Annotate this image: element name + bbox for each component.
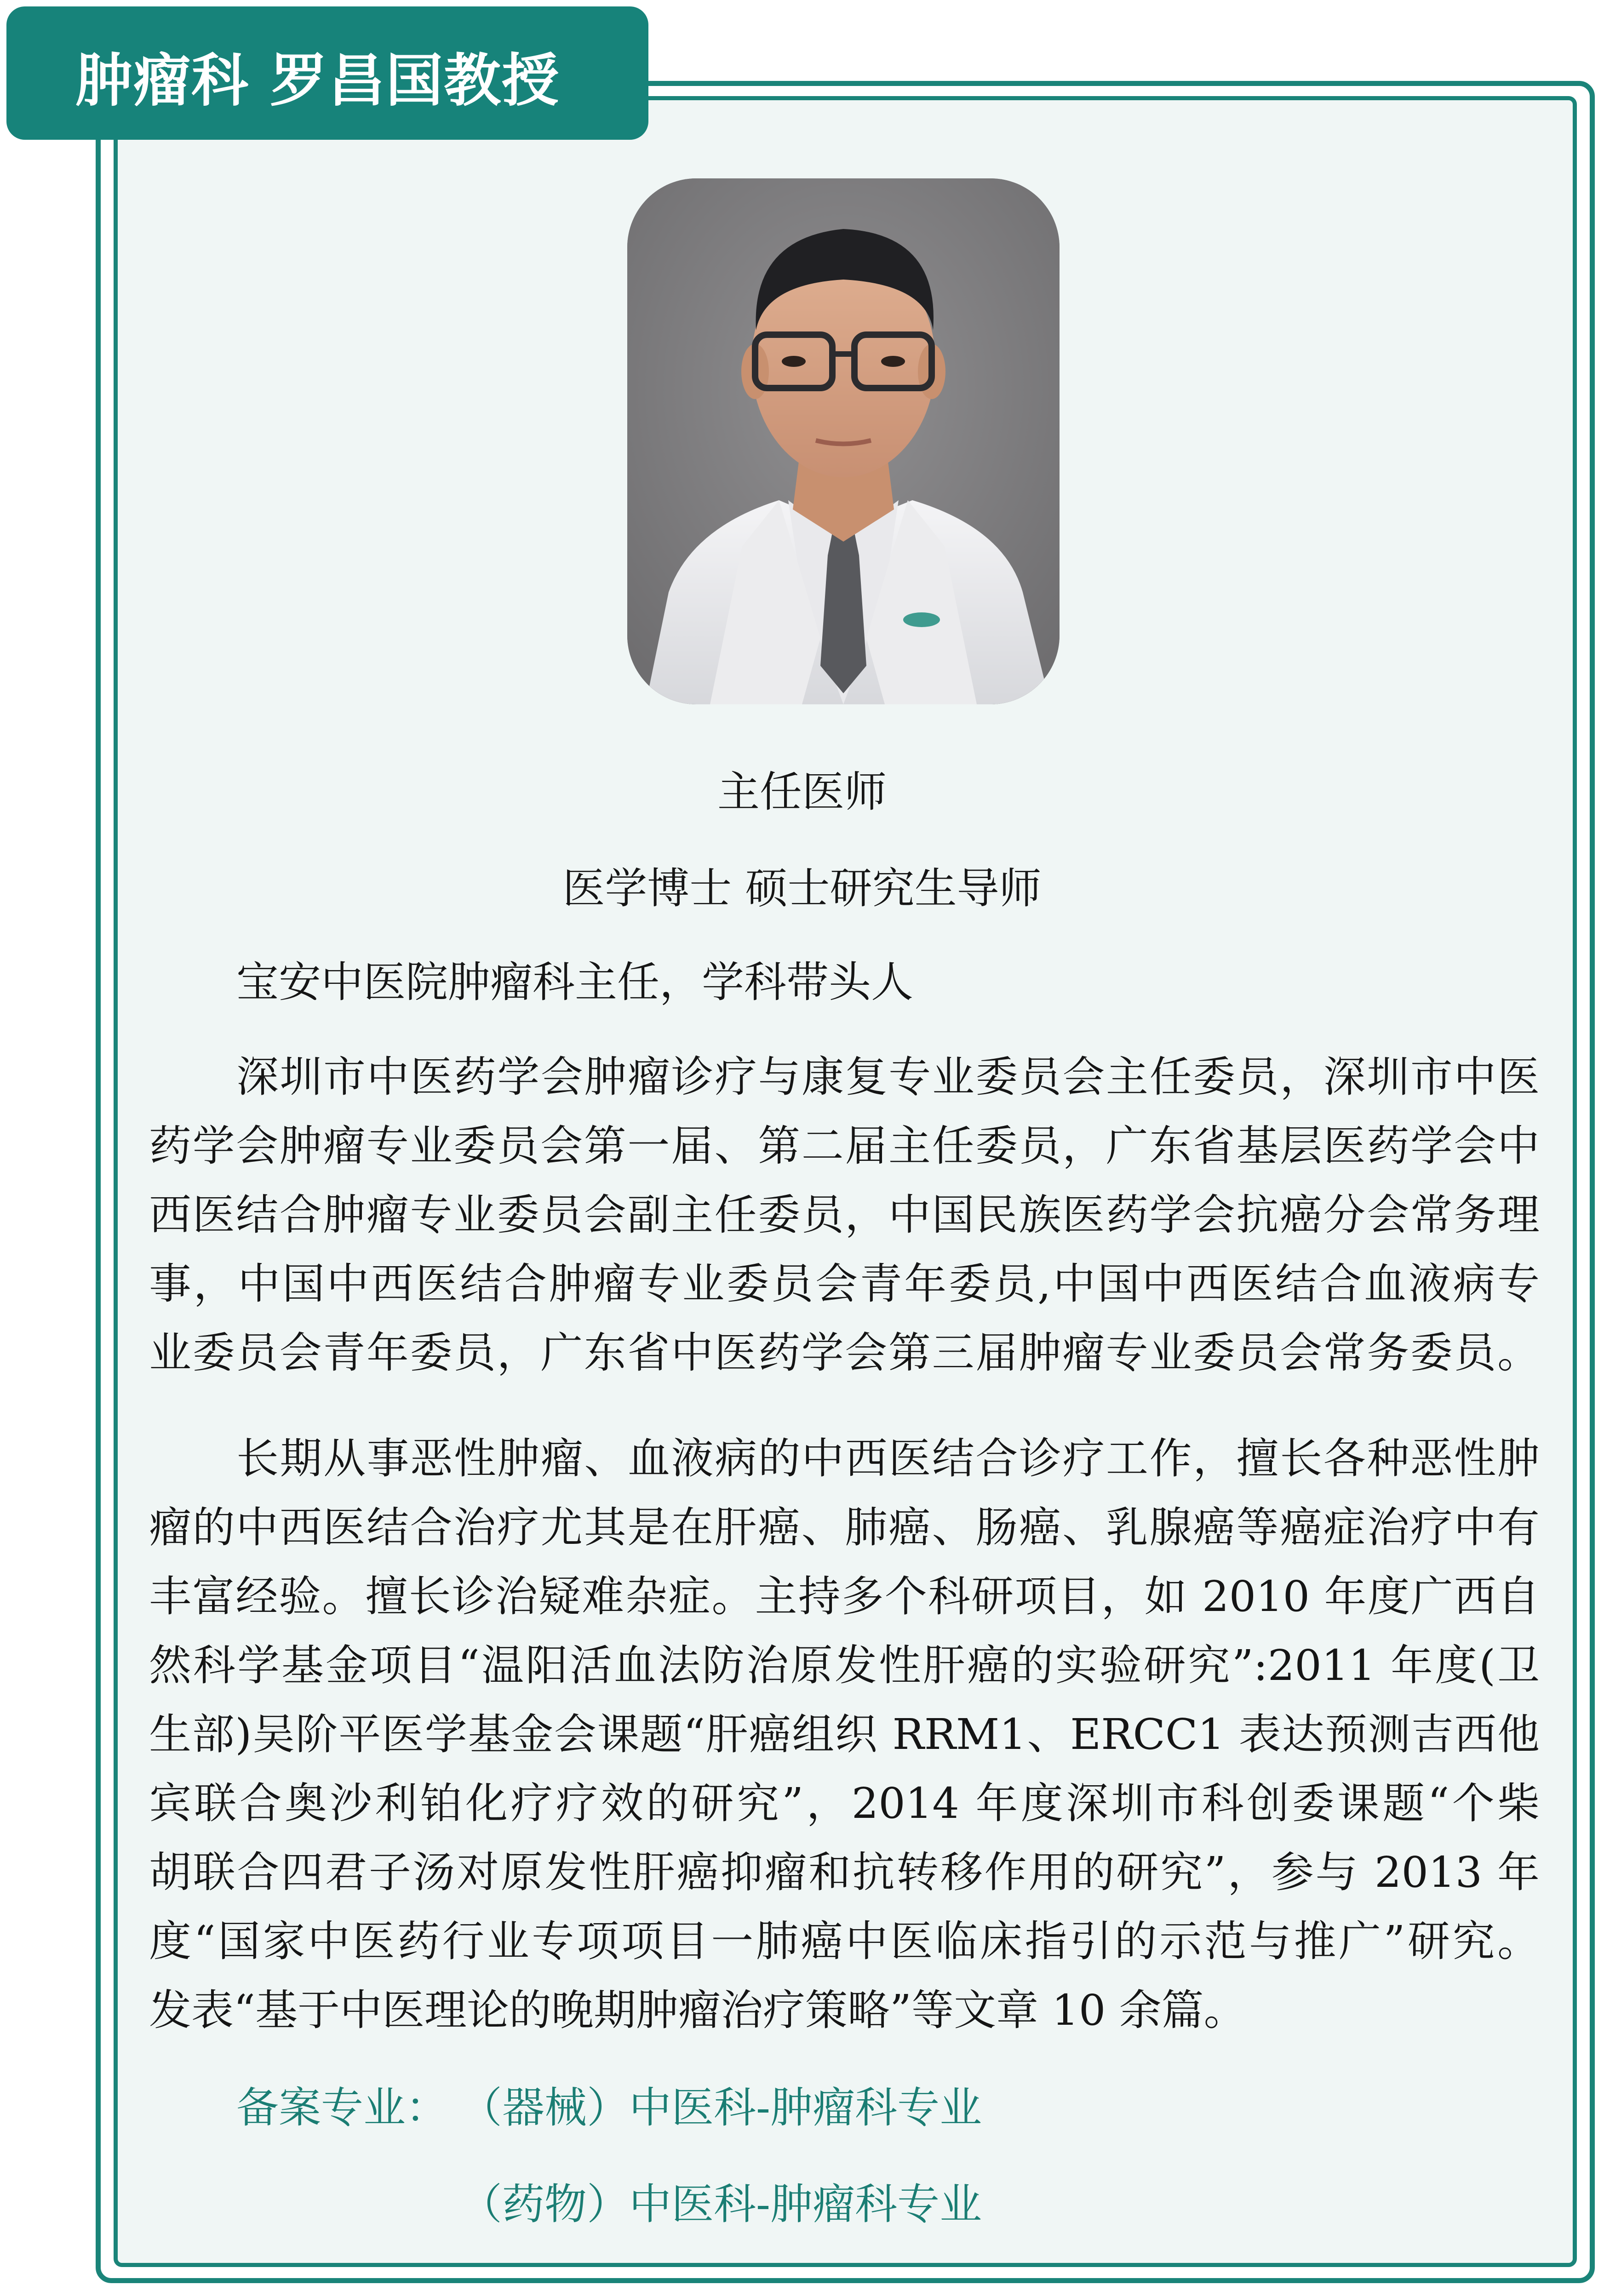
doctor-photo-illustration [627,178,1060,704]
bio-line: 深圳市中医药学会肿瘤诊疗与康复专业委员会主任委员，深圳市中医 [236,1052,1540,1102]
bio-line: 宾联合奥沙利铂化疗疗效的研究”，2014 年度深圳市科创委课题“个柴 [149,1779,1540,1828]
bio-line: 丰富经验。擅长诊治疑难杂症。主持多个科研项目，如 2010 年度广西自 [149,1572,1540,1621]
bio-line: 事，中国中西医结合肿瘤专业委员会青年委员,中国中西医结合血液病专 [149,1259,1540,1308]
doctor-portrait [627,178,1060,704]
page-title: 肿瘤科 罗昌国教授 [75,48,560,114]
registration-label: 备案专业： [236,2083,448,2132]
bio-line: 长期从事恶性肿瘤、血液病的中西医结合诊疗工作，擅长各种恶性肿 [236,1434,1540,1483]
title-banner [6,6,648,140]
bio-line: 药学会肿瘤专业委员会第一届、第二届主任委员，广东省基层医药学会中 [149,1121,1540,1171]
registration-device: （器械）中医科-肿瘤科专业 [460,2083,982,2132]
bio-line: 业委员会青年委员，广东省中医药学会第三届肿瘤专业委员会常务委员。 [149,1328,1540,1377]
bio-line: 宝安中医院肿瘤科主任，学科带头人 [236,958,914,1007]
bio-line: 生部)吴阶平医学基金会课题“肝癌组织 RRM1、ERCC1 表达预测吉西他 [149,1710,1540,1759]
bio-line: 西医结合肿瘤专业委员会副主任委员，中国民族医药学会抗癌分会常务理 [149,1190,1540,1239]
bio-line: 度“国家中医药行业专项项目一肺癌中医临床指引的示范与推广”研究。 [149,1917,1540,1966]
registration-drug: （药物）中医科-肿瘤科专业 [460,2180,982,2229]
bio-line: 瘤的中西医结合治疗尤其是在肝癌、肺癌、肠癌、乳腺癌等癌症治疗中有 [149,1503,1540,1552]
academic-title: 医学博士 硕士研究生导师 [562,864,1042,913]
bio-line: 发表“基于中医理论的晚期肿瘤治疗策略”等文章 10 余篇。 [149,1986,1246,2035]
job-title: 主任医师 [717,767,887,817]
bio-line: 胡联合四君子汤对原发性肝癌抑瘤和抗转移作用的研究”，参与 2013 年 [149,1848,1540,1897]
bio-line: 然科学基金项目“温阳活血法防治原发性肝癌的实验研究”:2011 年度(卫 [149,1641,1540,1690]
